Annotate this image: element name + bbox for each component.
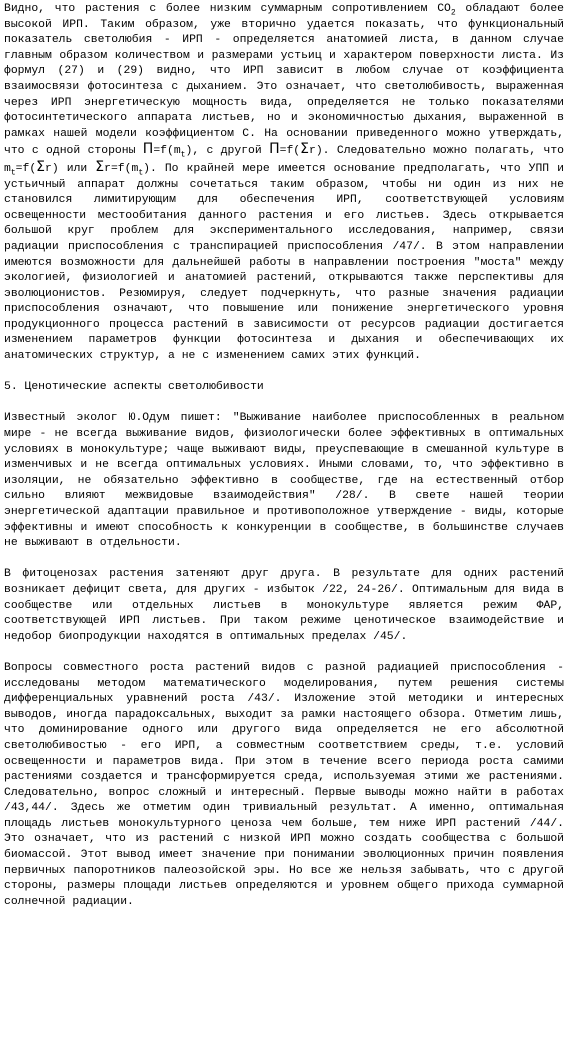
formula-text: r) bbox=[309, 145, 323, 158]
spacer bbox=[4, 396, 564, 412]
subscript: t bbox=[10, 168, 16, 178]
sigma-symbol: Σ bbox=[36, 158, 46, 175]
text-run: По крайней мере имеется основание предполагать, что УПП и устьичный аппарат должны сочетаться таким образом, чтобы ни один из них не становился лимитирующим для обеспечения ИРП, соответствующей условиям освещенности местообитания данного растения и его листьев. Здесь открывается большой круг проблем для экспериментального исследования, например, связи радиации приспособления с транспирацией приспособления /47/. В этом направлении имеются возможности для дальнейшей работы в направлении построения "моста" между экологией, физиологией и анатомией растений, открываются также перспективы для эволюционистов. Резюмируя, следует подчеркнуть, что разные значения радиации приспособления означают, что повышение или понижение энергетического уровня продукционного процесса растений в зависимости от ресурсов радиации достигается изменением параметров функции фотосинтеза и дыхания и обеспечивающих их анатомических структур, а не с изменением самих этих функций. bbox=[4, 162, 564, 363]
formula-text: r) bbox=[45, 162, 59, 175]
formula-sigma-mt bbox=[95, 158, 157, 178]
paragraph-odum-quote: Известный эколог Ю.Одум пишет: "Выживание наиболее приспособленных в реальном мире - не всегда выживание видов, физиологически более эффективных в оптимальных условиях в монокультуре; чаще выживают виды, преуспевающие в смешанной культуре в изменчивых и не всегда оптимальных условиях. Иными словами, то, что эффективно в изоляции, не обязательно эффективно в сообществе, где на естественный отбор сильно влияют межвидовые взаимодействия" /28/. В свете нашей теории энергетической адаптации правильное и противоположное утверждение - виды, которые эффективны и имеют способность к конкуренции в сообществе, в большинстве случаев не выживают в отдельности. bbox=[4, 412, 564, 550]
formula-text: =f( bbox=[15, 162, 37, 175]
text-run: или bbox=[58, 162, 96, 175]
formula-text: r=f(m bbox=[104, 162, 139, 175]
spacer bbox=[4, 645, 564, 661]
formula-pi-sigma bbox=[269, 141, 323, 158]
formula-text: ) bbox=[185, 145, 193, 158]
pi-symbol: Π bbox=[142, 141, 154, 158]
subscript: t bbox=[138, 168, 144, 178]
paragraph-joint-growth: Вопросы совместного роста растений видов с разной радиацией приспособления - исследованы методом математического моделирования, путем решения системы дифференциальных уравнений роста /43/. Изложение этой методики и интересных выводов, иногда парадоксальных, выходит за рамки настоящего обзора. Отметим лишь, что доминирование одного или другого вида определяется не его абсолютной светолюбивостью - его ИРП, а совместным соответствием среды, т.е. условий освещенности и параметров вида. При этом в течение всего периода роста самими растениями создается и трансформируется среда, используемая этими же растениями. Следовательно, вопрос сложный и интересный. Первые выводы можно найти в работах /43,44/. Здесь же отметим один тривиальный результат. А именно, оптимальная площадь листьев монокультурного ценоза чем больше, тем ниже ИРП растений /44/. Это означает, что из растений с низкой ИРП можно создать сообщества с большой биомассой. Этот вывод имеет значение при понимании эволюционных причин появления первичных папоротников палеозойской эры. Но все же нельзя забывать, что с другой стороны, размеры площади листьев определяются и уровнем общего прихода суммарной солнечной радиации. bbox=[4, 661, 564, 908]
spacer bbox=[4, 552, 564, 568]
spacer bbox=[4, 365, 564, 381]
sigma-symbol: Σ bbox=[95, 158, 105, 175]
sigma-symbol: Σ bbox=[300, 141, 309, 158]
paragraph-phytocenosis: В фитоценозах растения затеняют друг друга. В результате для одних растений возникает дефицит света, для других - избыток /22, 24-26/. Оптимальным для вида в сообществе или отдельных листьев в монокультуре является режим ФАР, соответствующей ИРП листьев. При таком режиме ценотическое взаимодействие и недобор биопродукции находятся в оптимальных пределах /45/. bbox=[4, 568, 564, 643]
formula-mt-sigma bbox=[15, 158, 59, 175]
text-run: Видно, что растения с более низким суммарным сопротивлением CO bbox=[4, 3, 451, 15]
text-run: обладают более высокой ИРП. Таким образом, уже вторично удается показать, что функциональный показатель светолюбия - ИРП - определяется анатомией листа, в данном случае главным образом количеством и размерами устьиц и характером поверхности листа. Из формул (27) и (29) видно, что ИРП зависит в любом случае от коэффициента взаимосвязи фотосинтеза с дыханием. Это означает, что светолюбивость, выраженная через ИРП энергетическую мощность вида, определяется не только показателями фотосинтетического аппарата листьев, но и экономичностью дыхания, выраженной в рамках нашей модели коэффициентом C. На основании приведенного можно утверждать, что с одной стороны bbox=[4, 3, 564, 158]
paragraph-light-adaptation bbox=[4, 2, 564, 365]
pi-symbol: Π bbox=[269, 141, 280, 158]
subscript: 2 bbox=[450, 8, 456, 18]
formula-text: =f(m bbox=[153, 145, 181, 158]
formula-pi-mt bbox=[142, 141, 193, 160]
formula-text: ). bbox=[143, 162, 157, 175]
text-run: . Следовательно можно полагать, что m bbox=[4, 145, 564, 175]
formula-text: =f( bbox=[279, 145, 301, 158]
subscript: t bbox=[180, 150, 186, 160]
text-run: , с другой bbox=[192, 145, 270, 158]
section-heading: 5. Ценотические аспекты светолюбивости bbox=[4, 381, 264, 394]
